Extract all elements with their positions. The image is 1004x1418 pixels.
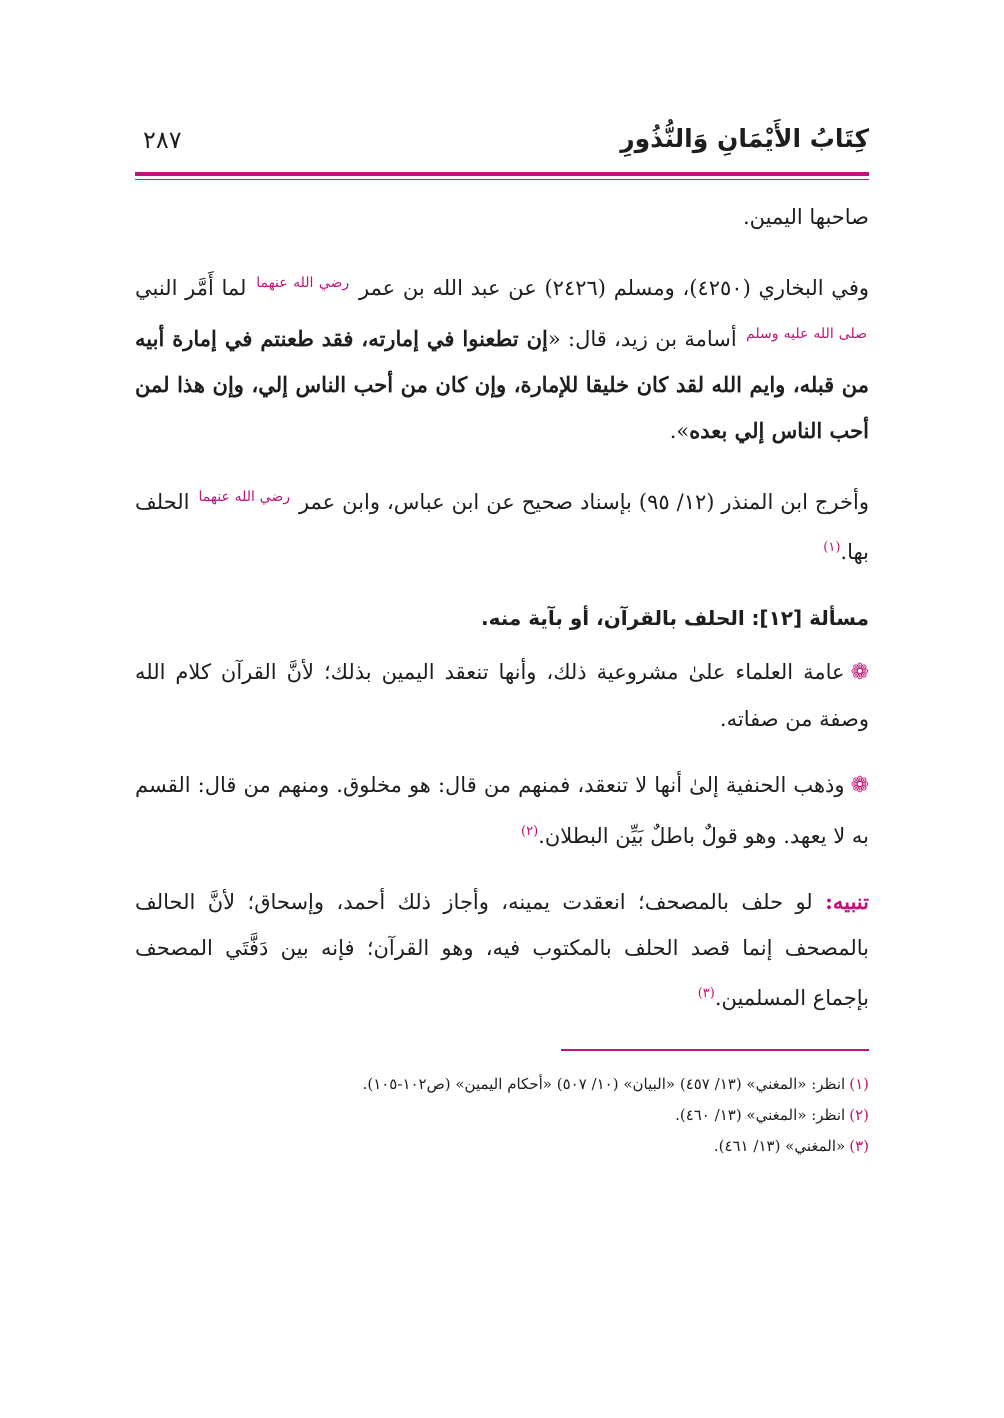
honorific-radiya-icon: رضي الله عنهما — [256, 275, 350, 291]
honorific-salla-icon: صلى الله عليه وسلم — [746, 326, 867, 342]
masala-label: مسألة [١٢]: — [751, 606, 869, 630]
paragraph-4-text: عامة العلماء علىٰ مشروعية ذلك، وأنها تنعقد اليمين بذلك؛ لأنَّ القرآن كلام الله وصفة من صفاته. — [135, 660, 869, 731]
masala-heading — [135, 595, 869, 641]
paragraph-3 — [135, 474, 869, 575]
tanbih-label: تنبيه: — [825, 889, 869, 914]
page-number: ٢٨٧ — [143, 126, 182, 154]
footnote-text: «المغني» (١٣/ ٤٦١). — [713, 1137, 846, 1155]
footnote-number: (٢) — [849, 1106, 869, 1124]
paragraph-2-start: وفي البخاري (٤٢٥٠)، ومسلم (٢٤٢٦) عن عبد الله بن عمر — [358, 276, 869, 300]
paragraph-5-text: وذهب الحنفية إلىٰ أنها لا تنعقد، فمنهم من قال: هو مخلوق. ومنهم من قال: القسم به لا يعهد. وهو قولٌ باطلٌ بَيِّن البطلان. — [135, 773, 869, 848]
footnote-ref-3[interactable]: (٣) — [697, 986, 715, 1001]
paragraph-1 — [135, 194, 869, 240]
paragraph-6-text: لو حلف بالمصحف؛ انعقدت يمينه، وأجاز ذلك أحمد، وإسحاق؛ لأنَّ الحالف بالمصحف إنما قصد الحلف بالمكتوب فيه، وهو القرآن؛ فإنه بين دَفَّتَي المصحف بإجماع المسلمين. — [135, 890, 869, 1010]
footnote-number: (٣) — [849, 1137, 869, 1155]
page — [135, 118, 869, 1162]
paragraph-3-end: الحلف بها. — [135, 490, 869, 564]
paragraph-6 — [135, 879, 869, 1021]
footnote-1 — [135, 1069, 869, 1100]
paragraph-2-after: أسامة بن زيد، قال: « — [547, 327, 737, 351]
flower-icon: ❁ — [850, 773, 869, 798]
hadith-quote: إن تطعنوا في إمارته، فقد طعنتم في إمارة أبيه من قبله، وايم الله لقد كان خليقا للإمارة، وإن كان من أحب الناس إلي، وإن هذا لمن أحب الناس إلي بعده — [135, 326, 869, 443]
paragraph-4 — [135, 649, 869, 742]
header-rule-thick — [135, 172, 869, 176]
footnote-number: (١) — [849, 1075, 869, 1093]
masala-title: الحلف بالقرآن، أو بآية منه. — [481, 606, 745, 630]
footnote-2 — [135, 1100, 869, 1131]
honorific-radiya-icon: رضي الله عنهما — [198, 489, 290, 505]
footnote-3 — [135, 1131, 869, 1162]
paragraph-2 — [135, 260, 869, 454]
footnote-text: انظر: «المغني» (١٣/ ٤٦٠). — [675, 1106, 846, 1124]
footnote-ref-2[interactable]: (٢) — [521, 824, 539, 839]
footnote-text: انظر: «المغني» (١٣/ ٤٥٧) «البيان» (١٠/ ٥٠٧) «أحكام اليمين» (ص١٠٢-١٠٥). — [362, 1075, 846, 1093]
paragraph-3-start: وأخرج ابن المنذر (١٢/ ٩٥) بإسناد صحيح عن ابن عباس، وابن عمر — [298, 490, 869, 514]
paragraph-5 — [135, 762, 869, 859]
paragraph-2-end: ». — [669, 419, 690, 443]
footnote-separator — [561, 1049, 869, 1051]
flower-icon: ❁ — [850, 660, 869, 685]
footnote-ref-1[interactable]: (١) — [823, 540, 841, 555]
book-title: كِتَابُ الأَيْمَانِ وَالنُّذُورِ — [620, 124, 869, 153]
paragraph-2-mid: لما أَمَّر النبي — [135, 276, 247, 300]
paragraph-1-text: صاحبها اليمين. — [742, 205, 869, 229]
page-header — [135, 118, 869, 170]
